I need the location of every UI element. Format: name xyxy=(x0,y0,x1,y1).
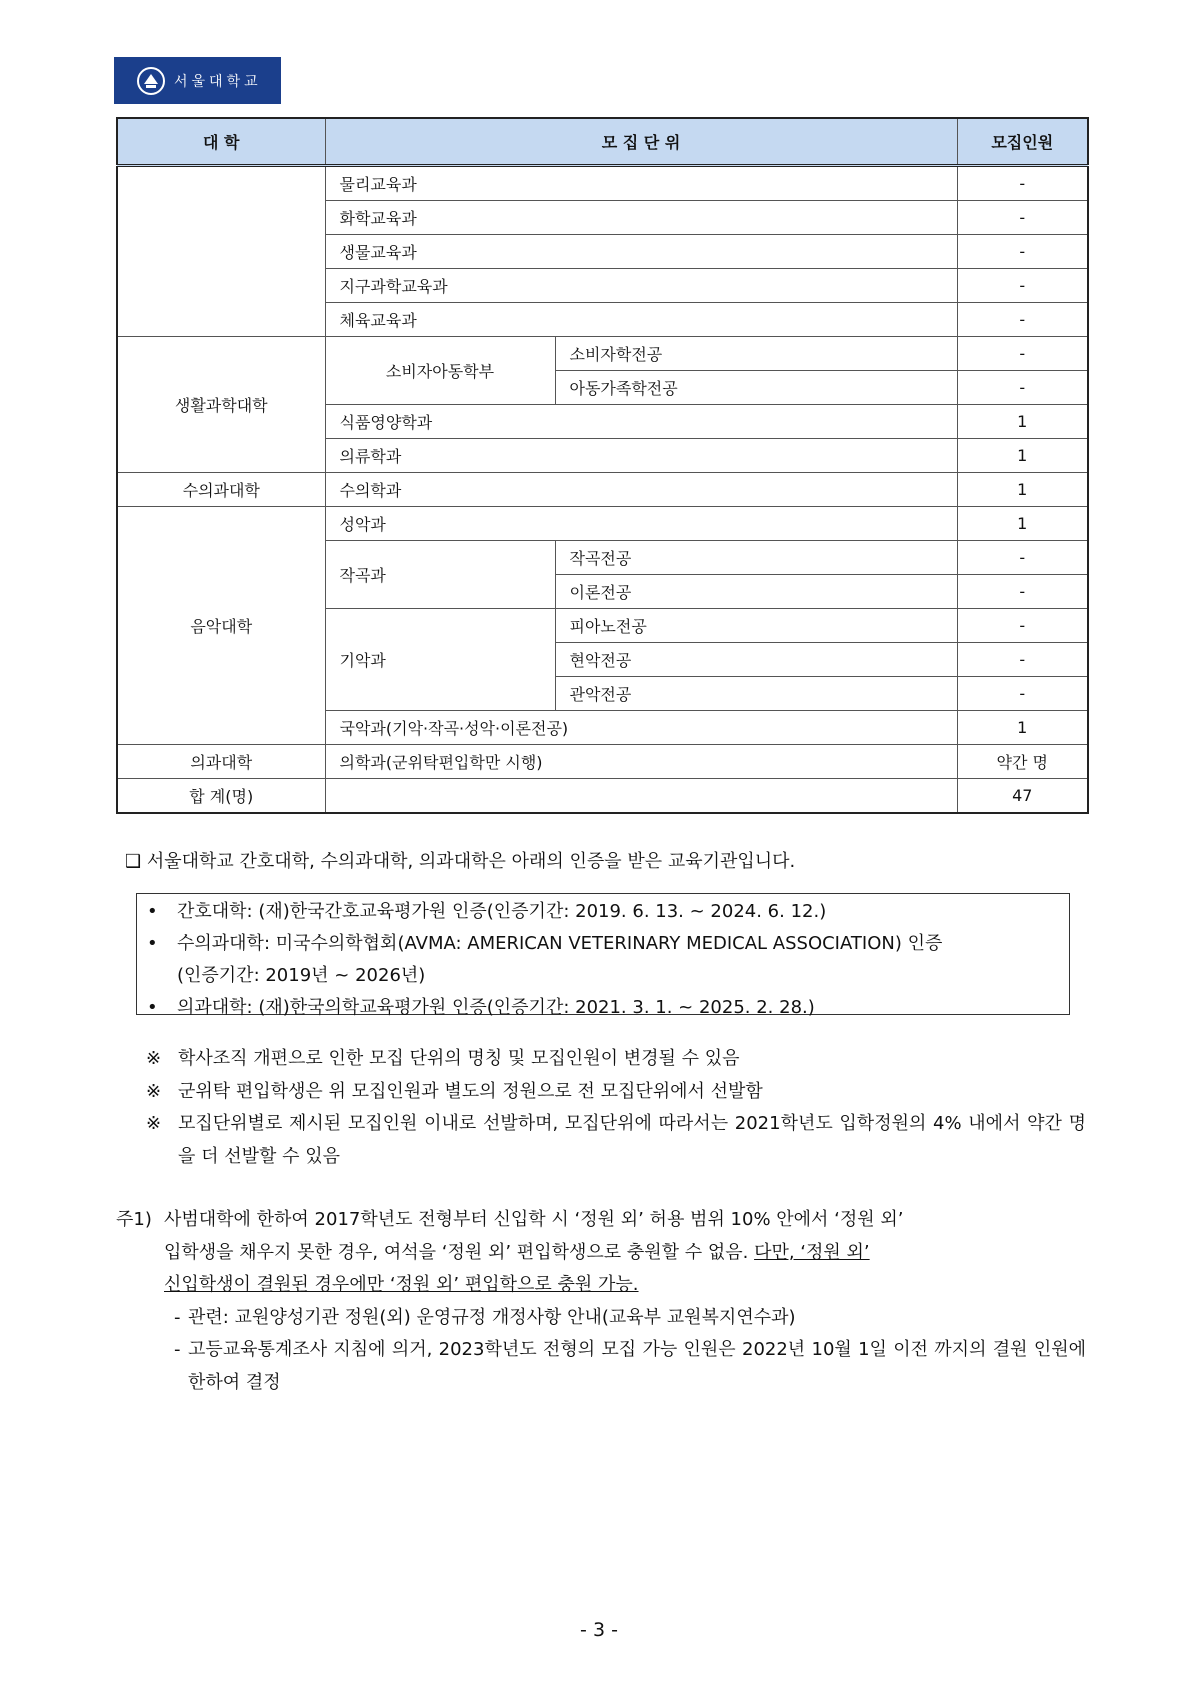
count-cell: - xyxy=(957,677,1088,711)
count-cell: 1 xyxy=(957,507,1088,541)
footnote-line: 사범대학에 한하여 2017학년도 전형부터 신입학 시 ‘정원 외’ 허용 범위 10% 안에서 ‘정원 외’ xyxy=(164,1209,904,1230)
table-row xyxy=(117,507,1088,541)
table-row xyxy=(117,745,1088,779)
header-unit: 모 집 단 위 xyxy=(325,118,957,166)
unit-cell: 물리교육과 xyxy=(325,166,957,201)
notes-section xyxy=(146,1043,1086,1173)
unit-cell: 의학과(군위탁편입학만 시행) xyxy=(325,745,957,779)
checkbox-square-icon: ❑ xyxy=(125,851,142,872)
note-item: ※ 군위탁 편입학생은 위 모집인원과 별도의 정원으로 전 모집단위에서 선발함 xyxy=(146,1076,1086,1109)
count-cell: 1 xyxy=(957,473,1088,507)
unit-cell: 지구과학교육과 xyxy=(325,269,957,303)
count-cell: - xyxy=(957,201,1088,235)
note-item: ※ 모집단위별로 제시된 모집인원 이내로 선발하며, 모집단위에 따라서는 2021학년도 입학정원의 4% 내에서 약간 명을 더 선발할 수 있음 xyxy=(146,1108,1086,1173)
note-item: ※ 학사조직 개편으로 인한 모집 단위의 명칭 및 모집인원이 변경될 수 있음 xyxy=(146,1043,1086,1076)
table-row xyxy=(117,166,1088,201)
count-cell: - xyxy=(957,575,1088,609)
page-number: - 3 - xyxy=(580,1619,618,1641)
footnote xyxy=(116,1204,1086,1399)
count-cell: 1 xyxy=(957,405,1088,439)
count-cell: - xyxy=(957,269,1088,303)
unit-cell: 성악과 xyxy=(325,507,957,541)
count-cell: 약간 명 xyxy=(957,745,1088,779)
major-cell: 소비자학전공 xyxy=(555,337,957,371)
accreditation-box xyxy=(136,893,1070,1018)
unit-cell: 소비자아동학부 xyxy=(325,337,555,405)
footnote-underlined: 다만, ‘정원 외’ xyxy=(754,1241,870,1263)
count-cell: - xyxy=(957,235,1088,269)
unit-cell: 체육교육과 xyxy=(325,303,957,337)
unit-cell: 기악과 xyxy=(325,609,555,711)
count-cell: - xyxy=(957,337,1088,371)
table-row xyxy=(117,473,1088,507)
count-cell: - xyxy=(957,541,1088,575)
total-label: 합 계(명) xyxy=(117,779,325,814)
major-cell: 현악전공 xyxy=(555,643,957,677)
count-cell: - xyxy=(957,371,1088,405)
count-cell: - xyxy=(957,303,1088,337)
university-logo xyxy=(114,57,281,104)
count-cell: 1 xyxy=(957,711,1088,745)
list-item: • 간호대학: (재)한국간호교육평가원 인증(인증기간: 2019. 6. 13. ~ 2024. 6. 12.) xyxy=(147,896,1059,928)
list-item: • 수의과대학: 미국수의학협회(AVMA: AMERICAN VETERINARY MEDICAL ASSOCIATION) 인증 xyxy=(147,928,1059,960)
unit-cell: 식품영양학과 xyxy=(325,405,957,439)
college-cell: 수의과대학 xyxy=(117,473,325,507)
notice-text: 서울대학교 간호대학, 수의과대학, 의과대학은 아래의 인증을 받은 교육기관입니다. xyxy=(146,851,796,872)
unit-cell: 의류학과 xyxy=(325,439,957,473)
footnote-line: 입학생을 채우지 못한 경우, 여석을 ‘정원 외’ 편입학생으로 충원할 수 없음. xyxy=(164,1241,755,1263)
footnote-label: 주1) xyxy=(116,1209,152,1230)
recruitment-table xyxy=(116,117,1089,814)
header-count: 모집인원 xyxy=(957,118,1088,166)
college-cell: 생활과학대학 xyxy=(117,337,325,473)
accreditation-notice xyxy=(125,847,795,873)
count-cell: - xyxy=(957,643,1088,677)
total-row xyxy=(117,779,1088,814)
college-cell: 음악대학 xyxy=(117,507,325,745)
unit-cell: 화학교육과 xyxy=(325,201,957,235)
major-cell: 이론전공 xyxy=(555,575,957,609)
major-cell: 관악전공 xyxy=(555,677,957,711)
list-item: • 의과대학: (재)한국의학교육평가원 인증(인증기간: 2021. 3. 1. ~ 2025. 2. 28.) xyxy=(147,992,1059,1024)
table-header-row xyxy=(117,118,1088,166)
college-cell: 의과대학 xyxy=(117,745,325,779)
list-item-continuation: (인증기간: 2019년 ~ 2026년) xyxy=(177,965,426,986)
college-cell-edu xyxy=(117,166,325,337)
major-cell: 아동가족학전공 xyxy=(555,371,957,405)
footnote-dash-item: - 고등교육통계조사 지침에 의거, 2023학년도 전형의 모집 가능 인원은 2022년 10월 1일 이전 까지의 결원 인원에 한하여 결정 xyxy=(116,1334,1086,1399)
footnote-dash-item: - 관련: 교원양성기관 정원(외) 운영규정 개정사항 안내(교육부 교원복지연수과) xyxy=(116,1302,1086,1335)
unit-cell: 수의학과 xyxy=(325,473,957,507)
unit-cell: 생물교육과 xyxy=(325,235,957,269)
footnote-underlined: 신입학생이 결원된 경우에만 ‘정원 외’ 편입학으로 충원 가능. xyxy=(164,1274,639,1295)
total-count: 47 xyxy=(957,779,1088,814)
major-cell: 피아노전공 xyxy=(555,609,957,643)
count-cell: 1 xyxy=(957,439,1088,473)
count-cell: - xyxy=(957,166,1088,201)
unit-cell: 작곡과 xyxy=(325,541,555,609)
table-row xyxy=(117,337,1088,371)
major-cell: 작곡전공 xyxy=(555,541,957,575)
unit-cell: 국악과(기악·작곡·성악·이론전공) xyxy=(325,711,957,745)
snu-emblem-icon xyxy=(136,66,166,96)
count-cell: - xyxy=(957,609,1088,643)
total-empty-cell xyxy=(325,779,957,814)
logo-text: 서울대학교 xyxy=(174,73,262,90)
header-college: 대 학 xyxy=(117,118,325,166)
